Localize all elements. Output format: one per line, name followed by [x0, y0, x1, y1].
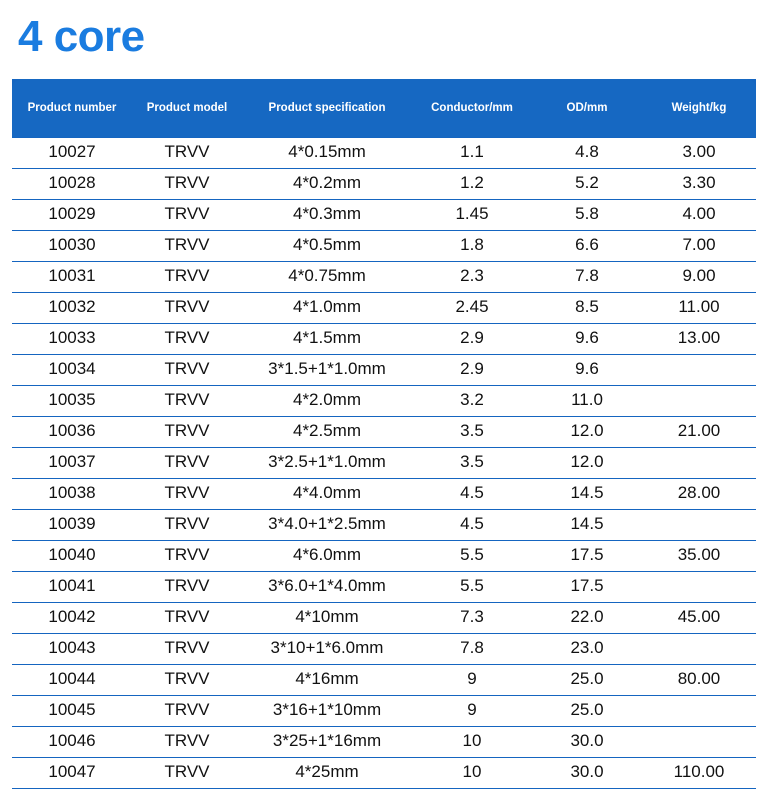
cell-weight: 7.00	[642, 230, 756, 261]
cell-product-number: 10037	[12, 447, 132, 478]
cell-product-model: TRVV	[132, 633, 242, 664]
cell-weight: 80.00	[642, 664, 756, 695]
cell-product-number: 10035	[12, 385, 132, 416]
column-header-od-label: OD/mm	[566, 101, 608, 114]
cell-product-number: 10043	[12, 633, 132, 664]
cell-od: 30.0	[532, 757, 642, 788]
table-row	[12, 261, 756, 292]
cell-product-model: TRVV	[132, 540, 242, 571]
cell-conductor: 9	[412, 695, 532, 726]
cell-product-specification: 4*1.5mm	[242, 323, 412, 354]
table-row	[12, 571, 756, 602]
cell-product-number: 10030	[12, 230, 132, 261]
cell-product-number: 10045	[12, 695, 132, 726]
cell-product-specification: 3*16+1*10mm	[242, 695, 412, 726]
table-row	[12, 292, 756, 323]
column-header-conductor-label: Conductor/mm	[431, 101, 513, 114]
cell-product-specification: 4*16mm	[242, 664, 412, 695]
cell-product-model: TRVV	[132, 354, 242, 385]
spec-table	[12, 79, 756, 789]
cell-product-specification: 3*10+1*6.0mm	[242, 633, 412, 664]
table-row	[12, 168, 756, 199]
cell-product-model: TRVV	[132, 230, 242, 261]
cell-od: 7.8	[532, 261, 642, 292]
cell-weight: 13.00	[642, 323, 756, 354]
cell-product-specification: 3*1.5+1*1.0mm	[242, 354, 412, 385]
cell-product-model: TRVV	[132, 447, 242, 478]
cell-product-specification: 4*10mm	[242, 602, 412, 633]
cell-weight: 3.30	[642, 168, 756, 199]
cell-product-model: TRVV	[132, 261, 242, 292]
page-title: 4 core	[18, 12, 145, 61]
cell-product-model: TRVV	[132, 385, 242, 416]
cell-product-model: TRVV	[132, 416, 242, 447]
cell-od: 6.6	[532, 230, 642, 261]
cell-product-specification: 4*0.75mm	[242, 261, 412, 292]
cell-weight: 21.00	[642, 416, 756, 447]
cell-od: 9.6	[532, 323, 642, 354]
cell-conductor: 10	[412, 757, 532, 788]
cell-product-specification: 4*4.0mm	[242, 478, 412, 509]
cell-od: 23.0	[532, 633, 642, 664]
cell-product-number: 10038	[12, 478, 132, 509]
column-header-product-number-label: Product number	[27, 101, 117, 114]
cell-od: 22.0	[532, 602, 642, 633]
cell-conductor: 5.5	[412, 571, 532, 602]
cell-conductor: 2.9	[412, 323, 532, 354]
table-row	[12, 726, 756, 757]
cell-product-number: 10033	[12, 323, 132, 354]
cell-product-number: 10041	[12, 571, 132, 602]
cell-weight	[642, 447, 756, 478]
table-row	[12, 416, 756, 447]
cell-od: 14.5	[532, 478, 642, 509]
cell-product-number: 10044	[12, 664, 132, 695]
cell-product-specification: 4*0.3mm	[242, 199, 412, 230]
table-row	[12, 137, 756, 168]
cell-product-number: 10028	[12, 168, 132, 199]
column-header-product-specification-label: Product specification	[268, 101, 386, 114]
cell-product-specification: 4*25mm	[242, 757, 412, 788]
cell-weight	[642, 633, 756, 664]
table-row	[12, 602, 756, 633]
cell-od: 25.0	[532, 695, 642, 726]
cell-product-model: TRVV	[132, 664, 242, 695]
table-row	[12, 540, 756, 571]
cell-conductor: 3.2	[412, 385, 532, 416]
cell-product-model: TRVV	[132, 323, 242, 354]
cell-conductor: 2.3	[412, 261, 532, 292]
cell-product-number: 10047	[12, 757, 132, 788]
cell-weight	[642, 354, 756, 385]
table-row	[12, 447, 756, 478]
table-row	[12, 230, 756, 261]
cell-weight: 4.00	[642, 199, 756, 230]
cell-od: 12.0	[532, 447, 642, 478]
cell-conductor: 1.1	[412, 137, 532, 168]
cell-product-specification: 4*1.0mm	[242, 292, 412, 323]
cell-od: 17.5	[532, 540, 642, 571]
cell-conductor: 3.5	[412, 416, 532, 447]
cell-conductor: 1.2	[412, 168, 532, 199]
cell-product-model: TRVV	[132, 168, 242, 199]
cell-od: 17.5	[532, 571, 642, 602]
cell-weight: 9.00	[642, 261, 756, 292]
cell-product-number: 10040	[12, 540, 132, 571]
cell-conductor: 2.45	[412, 292, 532, 323]
cell-product-specification: 3*2.5+1*1.0mm	[242, 447, 412, 478]
table-row	[12, 385, 756, 416]
table-row	[12, 664, 756, 695]
table-row	[12, 695, 756, 726]
cell-product-model: TRVV	[132, 695, 242, 726]
cell-product-model: TRVV	[132, 199, 242, 230]
cell-product-model: TRVV	[132, 602, 242, 633]
cell-conductor: 7.8	[412, 633, 532, 664]
table-row	[12, 354, 756, 385]
cell-product-specification: 4*2.5mm	[242, 416, 412, 447]
cell-product-number: 10042	[12, 602, 132, 633]
cell-od: 9.6	[532, 354, 642, 385]
table-body	[12, 137, 756, 788]
cell-product-model: TRVV	[132, 757, 242, 788]
cell-product-specification: 4*0.2mm	[242, 168, 412, 199]
cell-weight: 3.00	[642, 137, 756, 168]
cell-weight: 110.00	[642, 757, 756, 788]
cell-conductor: 4.5	[412, 478, 532, 509]
cell-product-model: TRVV	[132, 292, 242, 323]
table-row	[12, 478, 756, 509]
cell-product-model: TRVV	[132, 726, 242, 757]
cell-conductor: 7.3	[412, 602, 532, 633]
cell-conductor: 5.5	[412, 540, 532, 571]
cell-od: 12.0	[532, 416, 642, 447]
cell-product-model: TRVV	[132, 571, 242, 602]
cell-conductor: 4.5	[412, 509, 532, 540]
cell-product-specification: 4*6.0mm	[242, 540, 412, 571]
cell-od: 14.5	[532, 509, 642, 540]
cell-product-number: 10032	[12, 292, 132, 323]
cell-od: 25.0	[532, 664, 642, 695]
cell-weight: 11.00	[642, 292, 756, 323]
column-header-weight-label: Weight/kg	[671, 101, 727, 114]
cell-product-specification: 3*4.0+1*2.5mm	[242, 509, 412, 540]
cell-weight	[642, 726, 756, 757]
cell-product-specification: 4*2.0mm	[242, 385, 412, 416]
cell-product-number: 10031	[12, 261, 132, 292]
cell-od: 8.5	[532, 292, 642, 323]
cell-product-model: TRVV	[132, 509, 242, 540]
cell-weight	[642, 571, 756, 602]
cell-weight	[642, 385, 756, 416]
cell-conductor: 1.8	[412, 230, 532, 261]
cell-product-specification: 4*0.15mm	[242, 137, 412, 168]
cell-product-number: 10027	[12, 137, 132, 168]
spec-table-wrapper	[12, 79, 756, 789]
cell-product-model: TRVV	[132, 478, 242, 509]
cell-product-specification: 3*6.0+1*4.0mm	[242, 571, 412, 602]
cell-product-number: 10034	[12, 354, 132, 385]
cell-weight: 45.00	[642, 602, 756, 633]
cell-weight: 28.00	[642, 478, 756, 509]
cell-conductor: 10	[412, 726, 532, 757]
cell-product-number: 10046	[12, 726, 132, 757]
cell-od: 5.8	[532, 199, 642, 230]
cell-product-model: TRVV	[132, 137, 242, 168]
cell-od: 5.2	[532, 168, 642, 199]
cell-product-specification: 3*25+1*16mm	[242, 726, 412, 757]
cell-od: 11.0	[532, 385, 642, 416]
table-row	[12, 633, 756, 664]
table-row	[12, 199, 756, 230]
cell-product-number: 10036	[12, 416, 132, 447]
cell-product-specification: 4*0.5mm	[242, 230, 412, 261]
table-row	[12, 757, 756, 788]
cell-conductor: 3.5	[412, 447, 532, 478]
column-header-product-model-label: Product model	[146, 101, 228, 114]
cell-conductor: 2.9	[412, 354, 532, 385]
cell-od: 4.8	[532, 137, 642, 168]
cell-product-number: 10039	[12, 509, 132, 540]
cell-od: 30.0	[532, 726, 642, 757]
cell-weight	[642, 509, 756, 540]
cell-conductor: 9	[412, 664, 532, 695]
table-row	[12, 509, 756, 540]
cell-product-number: 10029	[12, 199, 132, 230]
cell-conductor: 1.45	[412, 199, 532, 230]
table-row	[12, 323, 756, 354]
cell-weight: 35.00	[642, 540, 756, 571]
cell-weight	[642, 695, 756, 726]
